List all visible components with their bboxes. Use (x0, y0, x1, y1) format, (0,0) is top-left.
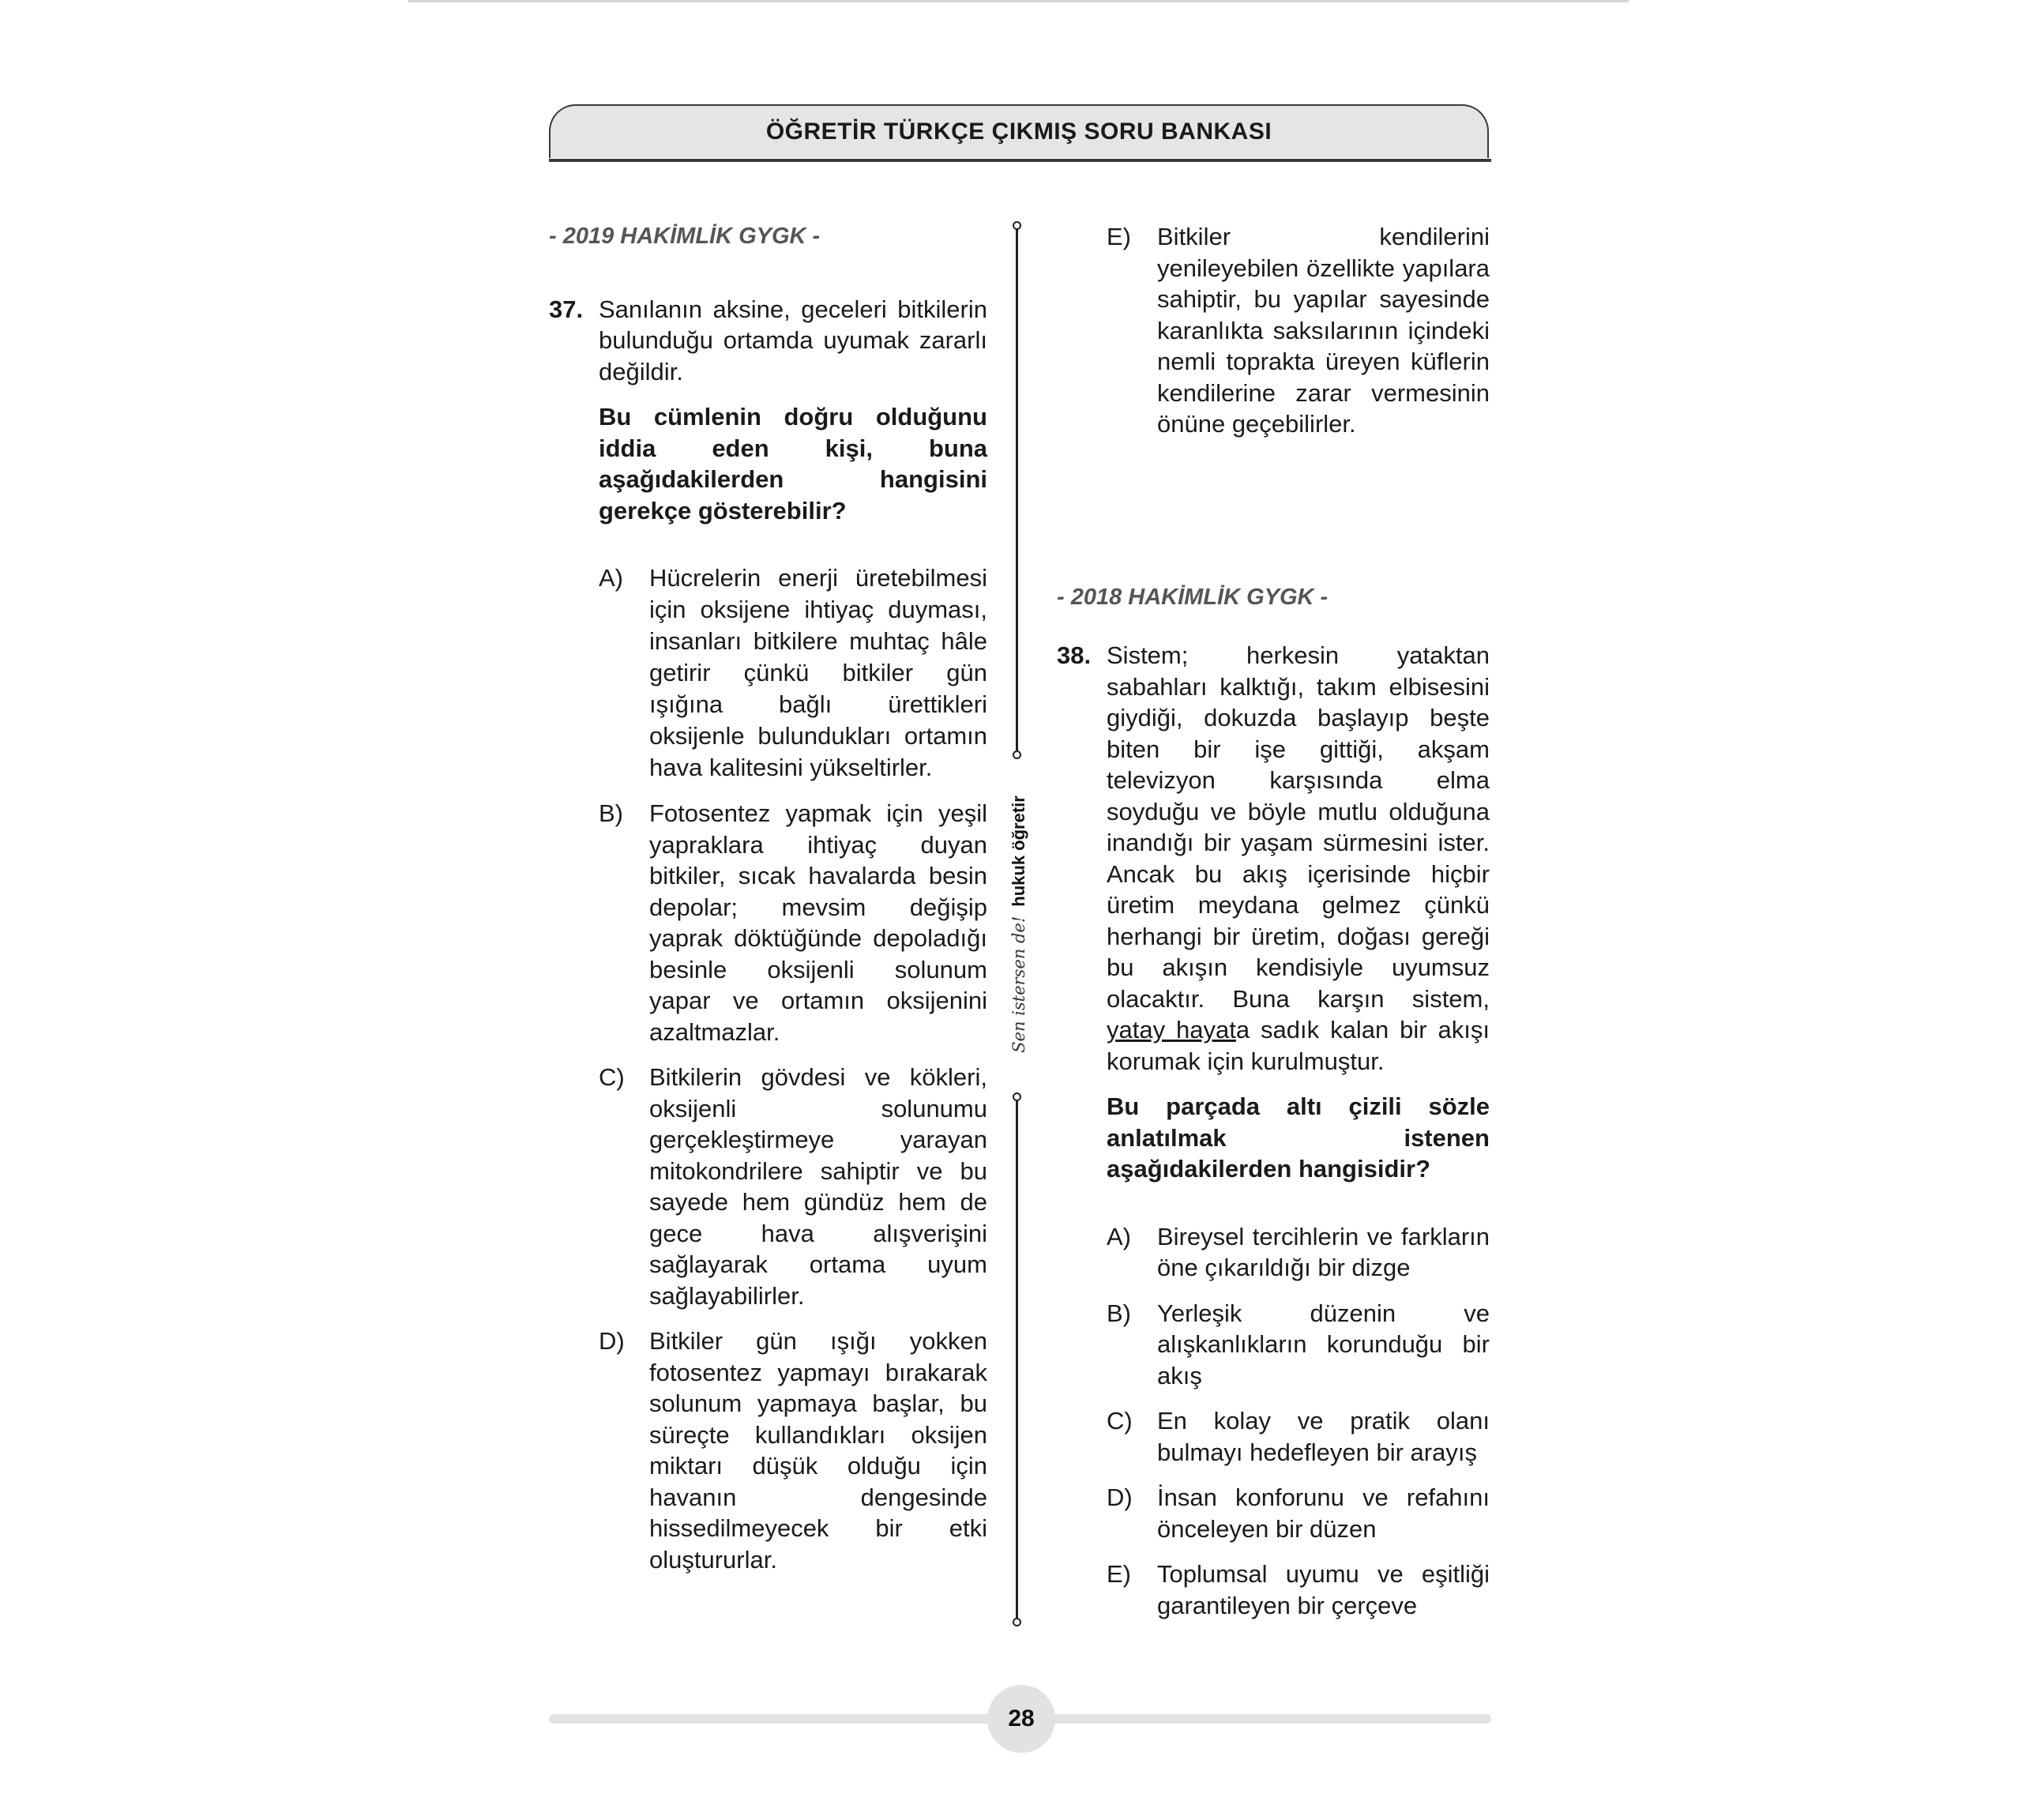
option-d[interactable] (1107, 1482, 1490, 1544)
brand-script: Sen istersen de! (1009, 916, 1028, 1053)
option-text: İnsan konforunu ve refahını önceleyen bir düzen (1157, 1483, 1490, 1543)
option-e[interactable] (1107, 221, 1490, 440)
option-letter: D) (1107, 1483, 1133, 1511)
question-number: 38. (1057, 641, 1092, 669)
option-text: Bireysel tercihlerin ve farkların öne çıkarıldığı bir dizge (1157, 1222, 1490, 1281)
option-text: Fotosentez yapmak için yeşil yapraklara ihtiyaç duyan bitkiler, sıcak havalarda besin depolar; mevsim değişip yaprak döktüğünde depoladığı besinle oksijenli solunum yapar ve ortamın oksijenini azaltmazlar. (649, 799, 987, 1046)
left-column (549, 221, 987, 1575)
option-text: Hücrelerin enerji üretebilmesi için oksijene ihtiyaç duyması, insanları bitkilere muhtaç hâle getirir çünkü bitkiler gün ışığına bağlı ürettikleri oksijenle bulundukları ortamın hava kalitesini yükseltirler. (649, 564, 987, 781)
option-b[interactable] (599, 798, 987, 1047)
question-body (1107, 640, 1490, 1185)
option-letter: C) (1107, 1407, 1133, 1435)
option-text: Toplumsal uyumu ve eşitliği garantileyen bir çerçeve (1157, 1560, 1490, 1619)
question-prompt: Bu parçada altı çizili sözle anlatılmak istenen aşağıdakilerden hangisidir? (1107, 1092, 1490, 1183)
exam-tag-q38: - 2018 HAKİMLİK GYGK - (1057, 584, 1329, 610)
question-38 (1057, 640, 1490, 1185)
stem-text: Sistem; herkesin yataktan sabahları kalktığı, takım elbisesini giydiği, dokuzda başlayıp beşte biten bir işe gittiği, akşam televizyon karşısında elma soyduğu ve böyle mutlu olduğuna inandığı bir yaşam sürmesini ister. Ancak bu akış içerisinde hiçbir üretim meydana gelmez çünkü herhangi bir üretim, doğası gereği bu akışın kendisiyle uyumsuz olacaktır. Buna karşın sistem, (1107, 641, 1490, 1013)
option-c[interactable] (599, 1062, 987, 1311)
option-text: Bitkiler gün ışığı yokken fotosentez yapmayı bırakarak solunum yapmaya başlar, bu süreçte kullandıkları oksijen miktarı düşük olduğu için havanın dengesinde hissedilmeyecek bir etki oluştururlar. (649, 1327, 987, 1574)
stem-text: a sadık kalan bir akışı korumak için kurulmuştur. (1107, 1016, 1490, 1075)
option-letter: A) (1107, 1222, 1131, 1250)
divider-line-top (1016, 225, 1018, 754)
option-letter: B) (599, 799, 623, 827)
option-b[interactable] (1107, 1298, 1490, 1392)
question-prompt: Bu cümlenin doğru olduğunu iddia eden kişi, buna aşağıdakilerden hangisini gerekçe gösterebilir? (599, 403, 987, 525)
option-a[interactable] (1107, 1221, 1490, 1284)
option-letter: C) (599, 1063, 625, 1091)
option-letter: E) (1107, 1560, 1131, 1588)
divider-dot (1013, 221, 1021, 230)
option-letter: E) (1107, 223, 1131, 250)
side-brand (983, 790, 1054, 1059)
underlined-phrase: yatay hayat (1107, 1016, 1236, 1043)
brand-name: hukuk öğretir (1009, 795, 1028, 907)
question-stem (1107, 640, 1490, 1077)
book-title: ÖĞRETİR TÜRKÇE ÇIKMIŞ SORU BANKASI (765, 118, 1272, 145)
option-e[interactable] (1107, 1559, 1490, 1621)
option-text: Bitkiler kendilerini yenileyebilen özellikte yapılara sahiptir, bu yapılar sayesinde karanlıkta saksılarının içindeki nemli toprakta üreyen küflerin kendilerine zarar vermesinin önüne geçebilirler. (1157, 223, 1490, 438)
exam-tag-q37: - 2019 HAKİMLİK GYGK - (549, 224, 821, 249)
question-body (599, 294, 987, 527)
divider-dot (1013, 1618, 1021, 1626)
divider-dot (1013, 750, 1021, 759)
option-letter: B) (1107, 1299, 1131, 1327)
page-number: 28 (987, 1685, 1055, 1753)
top-rule (408, 0, 1629, 2)
right-column (1057, 221, 1490, 1621)
option-text: Bitkilerin gövdesi ve kökleri, oksijenli solunumu gerçekleştirmeye yarayan mitokondrilere sahiptir ve bu sayede hem gündüz hem de gece hava alışverişini sağlayarak ortama uyum sağlayabilirler. (649, 1063, 987, 1310)
option-c[interactable] (1107, 1405, 1490, 1468)
option-letter: D) (599, 1327, 625, 1355)
question-37 (549, 294, 987, 527)
option-text: Yerleşik düzenin ve alışkanlıkların korunduğu bir akış (1157, 1299, 1490, 1389)
option-d[interactable] (599, 1326, 987, 1575)
header-underline (549, 159, 1491, 162)
question-stem: Sanılanın aksine, geceleri bitkilerin bulunduğu ortamda uyumak zararlı değildir. (599, 295, 987, 385)
option-text: En kolay ve pratik olanı bulmayı hedefleyen bir arayış (1157, 1407, 1490, 1466)
divider-line-bottom (1016, 1096, 1018, 1622)
option-letter: A) (599, 564, 623, 592)
question-number: 37. (549, 295, 584, 323)
divider-dot (1013, 1092, 1021, 1101)
option-a[interactable] (599, 562, 987, 784)
